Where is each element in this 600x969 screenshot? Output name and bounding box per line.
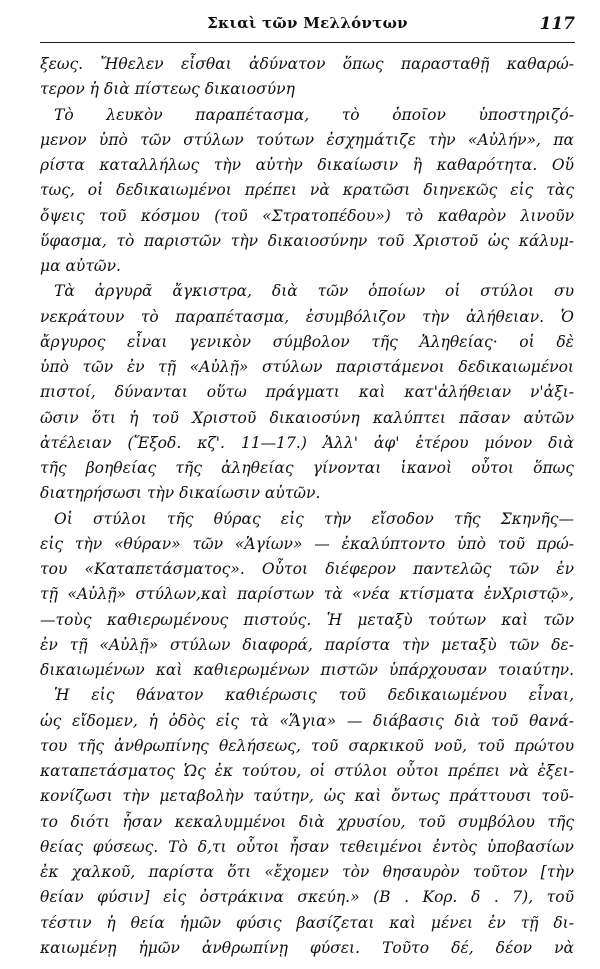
text-line: ἄργυρος εἶναι γενικὸν σύμβολον τῆς Ἀληθείας· οἱ δὲ [40,332,574,351]
text-line: ὑπὸ τῶν ἐν τῇ «Αὐλῇ» στύλων παριστάμενοι δεδικαιωμένοι [40,358,574,376]
text-line: τῆς βοηθείας τῆς ἀληθείας γίνονται ἱκανοὶ οὗτοι ὅπως [40,459,574,477]
text-line: τῇ «Αὐλῇ» στύλων,καὶ παρίστων τὰ «νέα κτίσματα ἐνΧριστῷ», [40,585,574,604]
text-line: ρίστα καταλλήλως τὴν αὐτὴν δικαίωσιν ἢ καθαρότητα. Οὕ [40,156,574,174]
text-line: ὄψεις τοῦ κόσμου (τοῦ «Στρατοπέδου») τὸ καθαρὸν λινοῦν [40,206,574,225]
text-line: —τοὺς καθιερωμένους πιστούς. Ἡ μεταξὺ τούτων καὶ τῶν [40,610,574,629]
page-header [40,14,575,43]
text-line: Οἱ στύλοι τῆς θύρας εἰς τὴν εἴσοδον τῆς Σκηνῆς— [54,509,574,528]
text-line: ὕφασμα, τὸ παριστῶν τὴν δικαιοσύνην τοῦ Χριστοῦ ὡς κάλυμ- [40,231,574,250]
text-line: θείαν φύσιν] εἰς ὀστράκινα σκεύη.» (Β . Κορ. δ . 7), τοῦ [40,888,574,907]
text-line: τερον ἡ διὰ πίστεως δικαιοσύνη [40,80,295,99]
text-line: δικαιωμένων καὶ καθιερωμένων πιστῶν ὑπάρχουσαν τοιαύτην. [40,661,574,679]
text-line: ὡς εἴδομεν, ἡ ὁδὸς εἰς τὰ «Ἅγια» — διάβασις διὰ τοῦ θανά- [40,711,574,730]
text-line: ἐν τῇ «Αὐλῇ» στύλων διαφορά, παρίστα τὴν μεταξὺ τῶν δε- [40,635,574,654]
text-line: τως, οἱ δεδικαιωμένοι πρέπει νὰ κρατῶσι διηνεκῶς εἰς τὰς [40,181,574,200]
text-line: ἀτέλειαν (Ἔξοδ. κζ'. 11—17.) Ἀλλ' ἀφ' ἑτέρου μόνον διὰ [40,433,574,452]
text-line: πιστοί, δύνανται οὕτω πράγματι καὶ κατ'ἀλήθειαν ν'ἀξι- [40,383,574,402]
text-line: ἐκ χαλκοῦ, παρίστα ὅτι «ἔχομεν τὸν θησαυρὸν τοῦτον [τὴν [40,863,574,881]
text-line: μα αὐτῶν. [40,257,121,275]
text-line: καιωμένῃ ἡμῶν ἀνθρωπίνῃ φύσει. Τοῦτο δέ, δέον νὰ [40,938,574,957]
text-line: θείας φύσεως. Τὸ δ,τι οὗτοι ἦσαν τεθειμένοι ἐντὸς ὑποβασίων [40,837,574,856]
text-line: νεκράτουν τὸ παραπέτασμα, ἐσυμβόλιζον τὴν ἀλήθειαν. Ὁ [40,307,574,326]
text-line: του τῆς ἀνθρωπίνης θελήσεως, τοῦ σαρκικοῦ νοῦ, τοῦ πρώτου [40,736,574,755]
text-line: ξεως. Ἤθελεν εἶσθαι ἀδύνατον ὅπως παρασταθῇ καθαρώ- [40,55,574,73]
body-text [40,52,574,961]
text-line: κονίζωσι τὴν μεταβολὴν ταύτην, ὡς καὶ ὄντως πράττουσι τοῦ- [40,787,574,806]
text-line: διατηρήσωσι τὴν δικαίωσιν αὐτῶν. [40,484,321,503]
running-title: Σκιαὶ τῶν Μελλόντων [207,14,408,32]
text-line: Τὸ λευκὸν παραπέτασμα, τὸ ὁποῖον ὑποστηριζό- [54,105,574,124]
text-line: του «Καταπετάσματος». Οὗτοι διέφερον παντελῶς τῶν ἐν [40,560,574,578]
page-number: 117 [539,14,575,34]
text-line: το διότι ἦσαν κεκαλυμμένοι διὰ χρυσίου, τοῦ συμβόλου τῆς [40,812,574,831]
text-line: μενον ὑπὸ τῶν στύλων τούτων ἐσχημάτιζε τὴν «Αὐλήν», πα [40,130,574,149]
text-line: εἰς τὴν «θύραν» τῶν «Ἁγίων» — ἐκαλύπτοντο ὑπὸ τοῦ πρώ- [40,534,574,553]
text-line: Τὰ ἀργυρᾶ ἄγκιστρα, διὰ τῶν ὁποίων οἱ στύλοι συ [54,282,574,301]
text-line: Ἡ εἰς θάνατον καθιέρωσις τοῦ δεδικαιωμένου εἶναι, [54,686,574,705]
text-line: ῶσιν ὅτι ἡ τοῦ Χριστοῦ δικαιοσύνη καλύπτει πᾶσαν αὐτῶν [40,408,574,427]
text-line: καταπετάσματος Ὡς ἐκ τούτου, οἱ στύλοι οὗτοι πρέπει νὰ ἐξει- [40,762,574,780]
text-line: τέστιν ἡ θεία ἡμῶν φύσις βασίζεται καὶ μένει ἐν τῇ δι- [40,913,574,932]
